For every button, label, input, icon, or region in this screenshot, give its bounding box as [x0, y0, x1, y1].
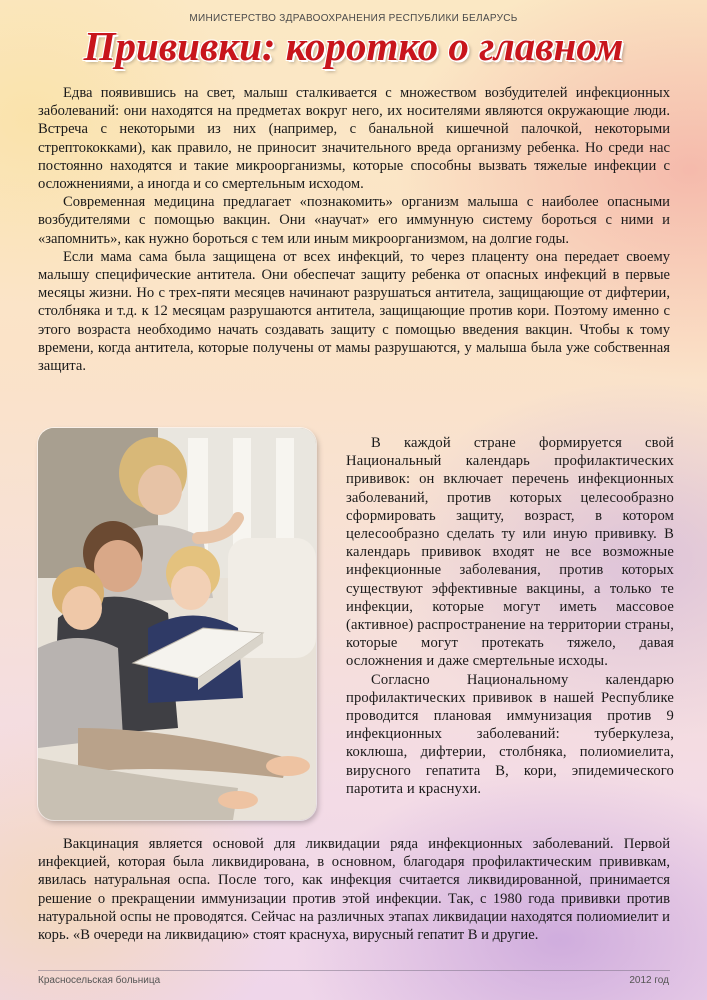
- family-reading-illustration: [38, 428, 316, 820]
- page-title: Прививки: коротко о главном: [83, 23, 624, 69]
- footer-year: 2012 год: [629, 975, 669, 986]
- intro-paragraph-3: Если мама сама была защищена от всех инфекций, то через плаценту она передает своему малышу специфические антитела. Они обеспечат защиту ребенка от опасных инфекций в первые месяцы жизни. Но с трех-пяти месяцев начинают разрушаться антитела, защищающие от дифтерии, столбняка и т.д. к 12 месяцам разрушаются антитела, защищающие против кори. Поэтому именно с этого возраста необходимо начать создавать защиту с помощью введения вакцин. Чтобы к тому времени, когда антитела, которые получены от мамы разрушаются, у малыша была уже собственная защита.: [38, 248, 670, 375]
- intro-paragraph-2: Современная медицина предлагает «познакомить» организм малыша с наиболее опасными возбудителями с помощью вакцин. Они «научат» его иммунную систему бороться с ними и «запомнить», как нужно бороться с тем или иным микроорганизмом, на долгие годы.: [38, 194, 670, 247]
- closing-paragraph: Вакцинация является основой для ликвидации ряда инфекционных заболеваний. Первой инфекцией, которая была ликвидирована, в основном, благодаря профилактическим прививкам, явилась натуральная оспа. После того, как инфекция считается ликвидированной, принимается решение о прекращении иммунизации против этой инфекции. Так, с 1980 года прививки против натуральной оспы не проводятся. Сейчас на различных этапах ликвидации находятся полиомиелит и корь. «В очереди на ликвидацию» стоят краснуха, вирусный гепатит В и другие.: [38, 836, 670, 944]
- footer-organization: Красносельская больница: [38, 975, 161, 986]
- intro-text: [38, 84, 670, 375]
- calendar-text: [346, 434, 674, 798]
- footer-divider: [38, 970, 670, 971]
- closing-text: [38, 835, 670, 944]
- family-photo: [38, 428, 316, 820]
- calendar-paragraph-1: В каждой стране формируется свой Национальный календарь профилактических прививок: он включает перечень инфекционных заболеваний, против которых целесообразно сформировать защиту, возраст, в котором целесообразно сделать ту или иную прививку. В календарь прививок входят не все возможные инфекционные заболевания, против которых существуют эффективные вакцины, а только те инфекции, которые могут иметь массовое (активное) распространение на территории страны, которые могут протекать тяжело, давая осложнения и даже смертельные исходы.: [346, 435, 674, 670]
- ministry-header: МИНИСТЕРСТВО ЗДРАВООХРАНЕНИЯ РЕСПУБЛИКИ БЕЛАРУСЬ: [189, 13, 518, 24]
- intro-paragraph-1: Едва появившись на свет, малыш сталкивается с множеством возбудителей инфекционных заболеваний: они находятся на предметах вокруг него, их носителями являются окружающие люди. Встреча с некоторыми из них (например, с банальной кишечной палочкой, некоторыми стрептококками), как правило, не приносит значительного вреда организму ребенка. Но среди нас постоянно находятся и такие микроорганизмы, которые способны вызвать тяжелые инфекции с осложнениями, а иногда и со смертельным исходом.: [38, 85, 670, 193]
- calendar-paragraph-2: Согласно Национальному календарю профилактических прививок в нашей Республике проводится плановая иммунизация против 9 инфекционных заболеваний: туберкулеза, коклюша, дифтерии, столбняка, полиомиелита, вирусного гепатита В, кори, эпидемического паротита и краснухи.: [346, 671, 674, 797]
